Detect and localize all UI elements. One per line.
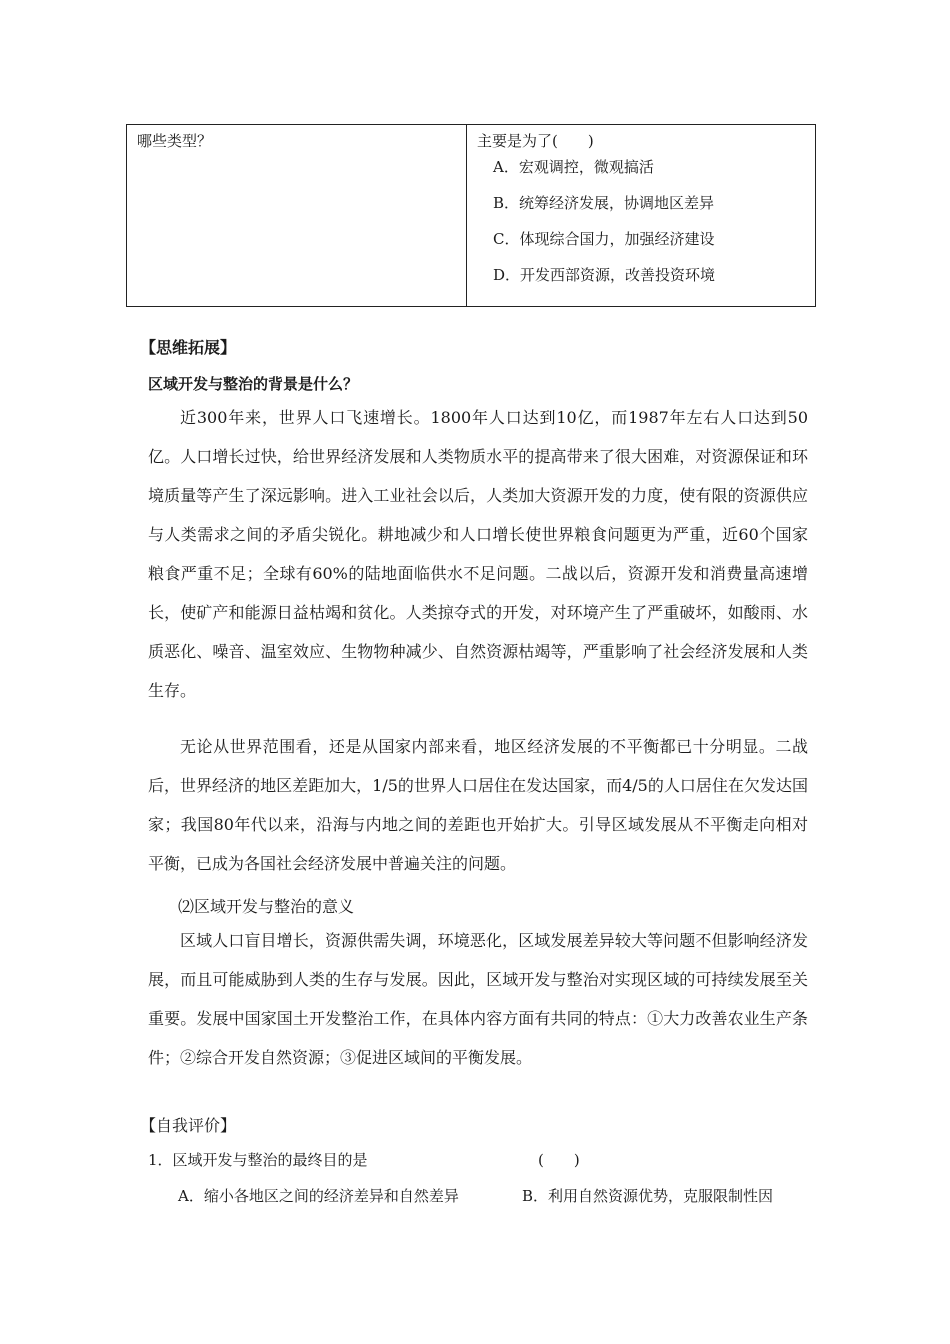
option-d: D．开发西部资源，改善投资环境 — [493, 266, 716, 284]
option-b: B．统筹经济发展，协调地区差异 — [493, 194, 715, 212]
section-heading-self-evaluation: 【自我评价】 — [140, 1116, 237, 1135]
option-a: A．宏观调控，微观搞活 — [493, 158, 654, 176]
section-subheading: 区域开发与整治的背景是什么？ — [148, 375, 359, 393]
paragraph-imbalance: 无论从世界范围看，还是从国家内部来看，地区经济发展的不平衡都已十分明显。二战后，世界经济的地区差距加大，1/5的世界人口居住在发达国家，而4/5的人口居住在欠发达国家；我国80年代以来，沿海与内地之间的差距也开始扩大。引导区域发展从不平衡走向相对平衡，已成为各国社会经济发展中普遍关注的问题。 — [148, 737, 808, 873]
table-left-cell — [127, 125, 467, 307]
question-1-blank: ( ) — [538, 1151, 580, 1169]
option-list — [467, 149, 815, 293]
question-1-text: 1．区域开发与整治的最终目的是 — [148, 1151, 368, 1169]
paragraph-background: 近300年来，世界人口飞速增长。1800年人口达到10亿，而1987年左右人口达到50亿。人口增长过快，给世界经济发展和人类物质水平的提高带来了很大困难，对资源保证和环境质量等产生了深远影响。进入工业社会以后，人类加大资源开发的力度，使有限的资源供应与人类需求之间的矛盾尖锐化。耕地减少和人口增长使世界粮食问题更为严重，近60个国家粮食严重不足；全球有60%的陆地面临供水不足问题。二战以后，资源开发和消费量高速增长，使矿产和能源日益枯竭和贫化。人类掠夺式的开发，对环境产生了严重破坏，如酸雨、水质恶化、噪音、温室效应、生物物种减少、自然资源枯竭等，严重影响了社会经济发展和人类生存。 — [148, 408, 808, 700]
option-c: C．体现综合国力，加强经济建设 — [493, 230, 715, 248]
question-stem: 主要是为了( ) — [477, 132, 594, 150]
question-1-option-a: A．缩小各地区之间的经济差异和自然差异 — [178, 1187, 459, 1205]
table-right-cell — [467, 125, 816, 307]
question-1-option-b: B．利用自然资源优势，克服限制性因 — [522, 1187, 774, 1205]
question-table — [126, 124, 816, 307]
paragraph-significance: 区域人口盲目增长，资源供需失调，环境恶化，区域发展差异较大等问题不但影响经济发展，而且可能威胁到人类的生存与发展。因此，区域开发与整治对实现区域的可持续发展至关重要。发展中国家国土开发整治工作，在具体内容方面有共同的特点：①大力改善农业生产条件；②综合开发自然资源；③促进区域间的平衡发展。 — [148, 931, 808, 1067]
section-heading-thinking: 【思维拓展】 — [140, 338, 237, 357]
left-cell-text: 哪些类型？ — [137, 132, 213, 150]
paragraph-subtitle-significance: ⑵区域开发与整治的意义 — [178, 897, 355, 916]
